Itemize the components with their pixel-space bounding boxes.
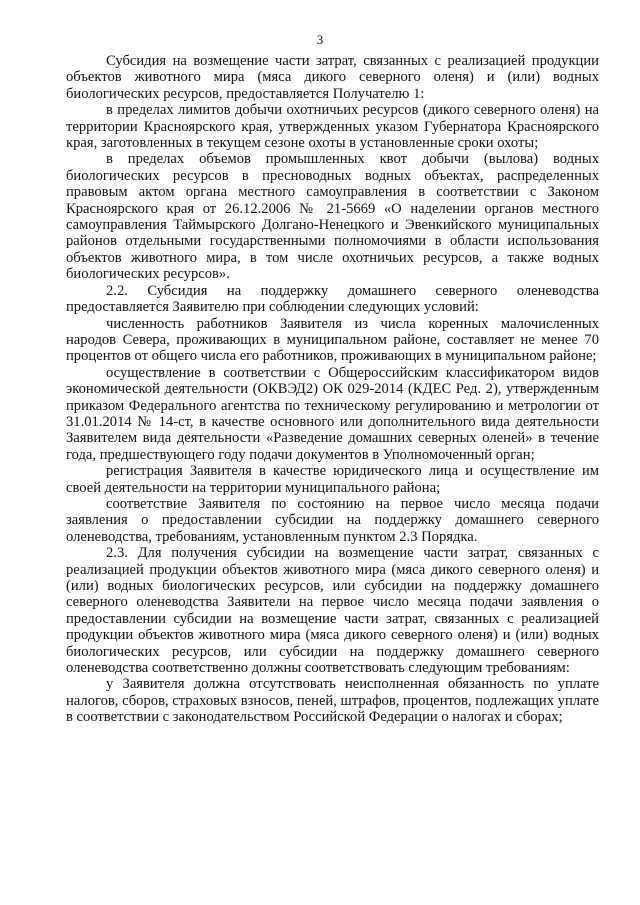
- paragraph-clause-2-2: 2.2. Субсидия на поддержку домашнего северного оленеводства предоставляется Заявителю при соблюдении следующих условий:: [66, 282, 599, 316]
- paragraph-tax-requirement: у Заявителя должна отсутствовать неисполненная обязанность по уплате налогов, сборов, страховых взносов, пеней, штрафов, процентов, подлежащих уплате в соответствии с законодательством Российской Федерации о налогах и сборах;: [66, 676, 599, 726]
- paragraph-compliance-condition: соответствие Заявителя по состоянию на первое число месяца подачи заявления о предоставлении субсидии на поддержку домашнего северного оленеводства, требованиям, установленным пунктом 2.3 Порядка.: [66, 495, 599, 545]
- paragraph-subsidy-intro: Субсидия на возмещение части затрат, связанных с реализацией продукции объектов животного мира (мяса дикого северного оленя) и (или) водных биологических ресурсов, предоставляется Получателю 1:: [66, 53, 599, 102]
- paragraph-okved-condition: осуществление в соответствии с Общероссийским классификатором видов экономической деятельности (ОКВЭД2) ОК 029-2014 (КДЕС Ред. 2), утвержденным приказом Федерального агентства по техническому регулированию и метрологии от 31.01.2014 № 14-ст, в качестве основного или дополнительного вида деятельности Заявителем вида деятельности «Разведение домашних северных оленей» в течение года, предшествующего году подачи документов в Уполномоченный орган;: [66, 364, 599, 463]
- paragraph-workforce-condition: численность работников Заявителя из числа коренных малочисленных народов Севера, проживающих в муниципальном районе, составляет не менее 70 процентов от общего числа его работников, проживающих в муниципальном районе;: [66, 315, 599, 365]
- paragraph-clause-2-3: 2.3. Для получения субсидии на возмещение части затрат, связанных с реализацией продукции объектов животного мира (мяса дикого северного оленя) и (или) водных биологических ресурсов, или субсидии на поддержку домашнего северного оленеводства Заявители на первое число месяца подачи заявления о предоставлении субсидии на возмещение части затрат, связанных с реализацией продукции объектов животного мира (мяса дикого северного оленя) и (или) водных биологических ресурсов, или субсидии на поддержку домашнего северного оленеводства соответственно должны соответствовать следующим требованиям:: [66, 545, 599, 677]
- paragraph-fishing-quotas: в пределах объемов промышленных квот добычи (вылова) водных биологических ресурсов в пресноводных водных объектах, распределенных правовым актом органа местного самоуправления в соответствии с Законом Красноярского края от 26.12.2006 № 21-5669 «О наделении органов местного самоуправления Таймырского Долгано-Ненецкого и Эвенкийского муниципальных районов отдельными государственными полномочиями в области использования объектов животного мира, в том числе охотничьих ресурсов, а также водных биологических ресурсов».: [66, 151, 599, 283]
- paragraph-registration-condition: регистрация Заявителя в качестве юридического лица и осуществление им своей деятельности на территории муниципального района;: [66, 463, 599, 496]
- page-number: 3: [316, 32, 324, 47]
- document-body: [66, 53, 599, 726]
- paragraph-hunting-limits: в пределах лимитов добычи охотничьих ресурсов (дикого северного оленя) на территории Красноярского края, утвержденных указом Губернатора Красноярского края, заготовленных в текущем сезоне охоты в установленные сроки охоты;: [66, 102, 599, 152]
